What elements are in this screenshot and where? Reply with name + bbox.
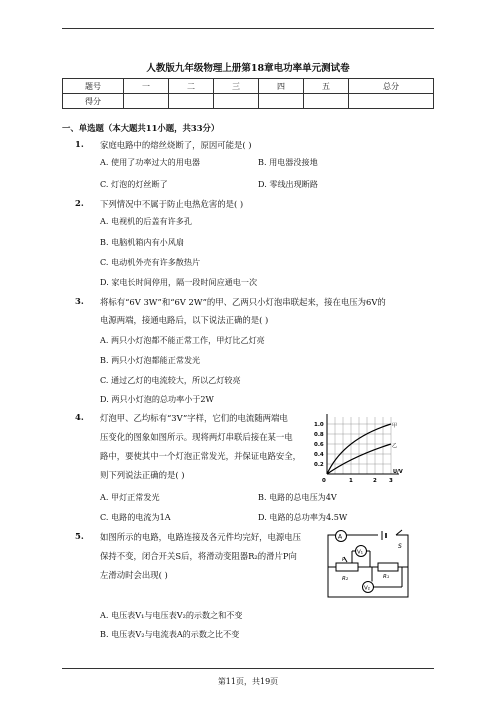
circuit-diagram [322,529,414,605]
score-cell [169,94,214,109]
score-header-cell: 题号 [63,79,124,94]
question-stem-line: 如图所示的电路，电路连接及各元件均完好，电源电压 [100,532,301,542]
option-c: C. 电动机外壳有许多散热片 [100,257,201,267]
rheostat-r2 [336,563,358,571]
slider-label: P [342,557,346,563]
question-stem-line: 路中，要使其中一个灯泡正常发光，并保证电路安全， [100,451,301,461]
x-tick-label: 0 [322,478,326,484]
score-row-label: 得分 [63,94,124,109]
y-tick-label: 1.0 [314,422,324,428]
question-stem: 下列情况中不属于防止电热危害的是( ) [100,199,244,209]
question-number: 2. [75,198,84,208]
option-a: A. 甲灯正常发光 [100,492,160,502]
score-header-cell: 一 [124,79,169,94]
question-stem-line: 压变化的图象如图所示。现将两灯串联后接在某一电 [100,432,293,442]
option-a: A. 电压表V₁与电压表V₂的示数之和不变 [100,610,243,620]
y-tick-label: 0.8 [314,432,324,438]
score-cell [349,94,434,109]
question-stem: 家庭电路中的熔丝烧断了，原因可能是( ) [100,140,252,150]
option-b: B. 电压表V₂与电流表A的示数之比不变 [100,629,240,639]
top-rule [62,28,434,29]
ammeter-label: A [338,533,343,541]
option-b: B. 电脑机箱内有小风扇 [100,237,184,247]
voltmeter-v2-label: V₂ [364,585,370,592]
score-header-cell: 四 [259,79,304,94]
option-a: A. 两只小灯泡都不能正常工作，甲灯比乙灯亮 [100,335,265,345]
question-number: 1. [75,139,84,149]
iu-graph [313,411,405,487]
question-stem-line: 则下列说法正确的是( ) [100,470,185,480]
score-cell [304,94,349,109]
option-d: D. 电路的总功率为4.5W [258,512,348,522]
option-d: D. 家电长时间停用，隔一段时间应通电一次 [100,277,258,287]
score-table-header-row [63,79,434,94]
question-number: 5. [75,531,84,541]
y-tick-label: 0.2 [314,462,324,468]
option-c: C. 电路的电流为1A [100,512,171,522]
option-d: D. 零线出现断路 [258,179,318,189]
score-header-cell: 二 [169,79,214,94]
curve-label-jia: 甲 [392,423,398,429]
score-header-cell: 三 [214,79,259,94]
x-tick-label: 3 [389,478,393,484]
y-tick-label: 0.6 [314,442,324,448]
option-c: C. 通过乙灯的电流较大，所以乙灯较亮 [100,375,241,385]
score-header-cell: 五 [304,79,349,94]
score-cell [214,94,259,109]
bottom-rule [62,668,434,669]
option-a: A. 电视机的后盖有许多孔 [100,216,192,226]
score-cell [259,94,304,109]
voltmeter-v1-label: V₁ [357,549,363,556]
score-cell [124,94,169,109]
option-d: D. 两只小灯泡的总功率小于2W [100,394,214,404]
page-footer: 第11页，共19页 [217,677,279,686]
option-a: A. 使用了功率过大的用电器 [100,157,201,167]
x-tick-label: 1 [349,478,353,484]
option-b: B. 用电器没接地 [258,157,318,167]
score-header-cell: 总分 [349,79,434,94]
x-tick-label: 2 [373,478,377,484]
question-stem-line: 左滑动时会出现( ) [100,570,168,580]
question-stem-line: 保持不变，闭合开关S后，将滑动变阻器R₂的滑片P向 [100,551,297,561]
y-tick-label: 0.4 [314,452,324,458]
curve-label-yi: 乙 [392,443,398,449]
option-b: B. 电路的总电压为4V [258,492,337,502]
resistor-r1 [378,563,398,571]
switch-label: S [398,543,402,550]
option-c: C. 灯泡的灯丝断了 [100,179,168,189]
question-number: 3. [75,296,84,306]
section-heading: 一、单选题（本大题共11小题，共33分） [62,123,220,133]
resistor-label: R₁ [383,574,390,580]
score-table [62,78,434,109]
question-stem-line: 电源两端，接通电路后，以下说法正确的是( ) [100,315,269,325]
page-title: 人教版九年级物理上册第18章电功率单元测试卷 [146,63,350,74]
question-number: 4. [75,412,84,422]
rheostat-label: R₂ [342,576,349,582]
question-stem-line: 灯泡甲、乙均标有“3V”字样，它们的电流随两端电 [100,413,288,423]
x-axis-unit: U/V [393,469,403,475]
question-stem-line: 将标有“6V 3W”和“6V 2W”的甲、乙两只小灯泡串联起来，接在电压为6V的 [100,297,386,307]
option-b: B. 两只小灯泡都能正常发光 [100,355,201,365]
score-table-row [63,94,434,109]
